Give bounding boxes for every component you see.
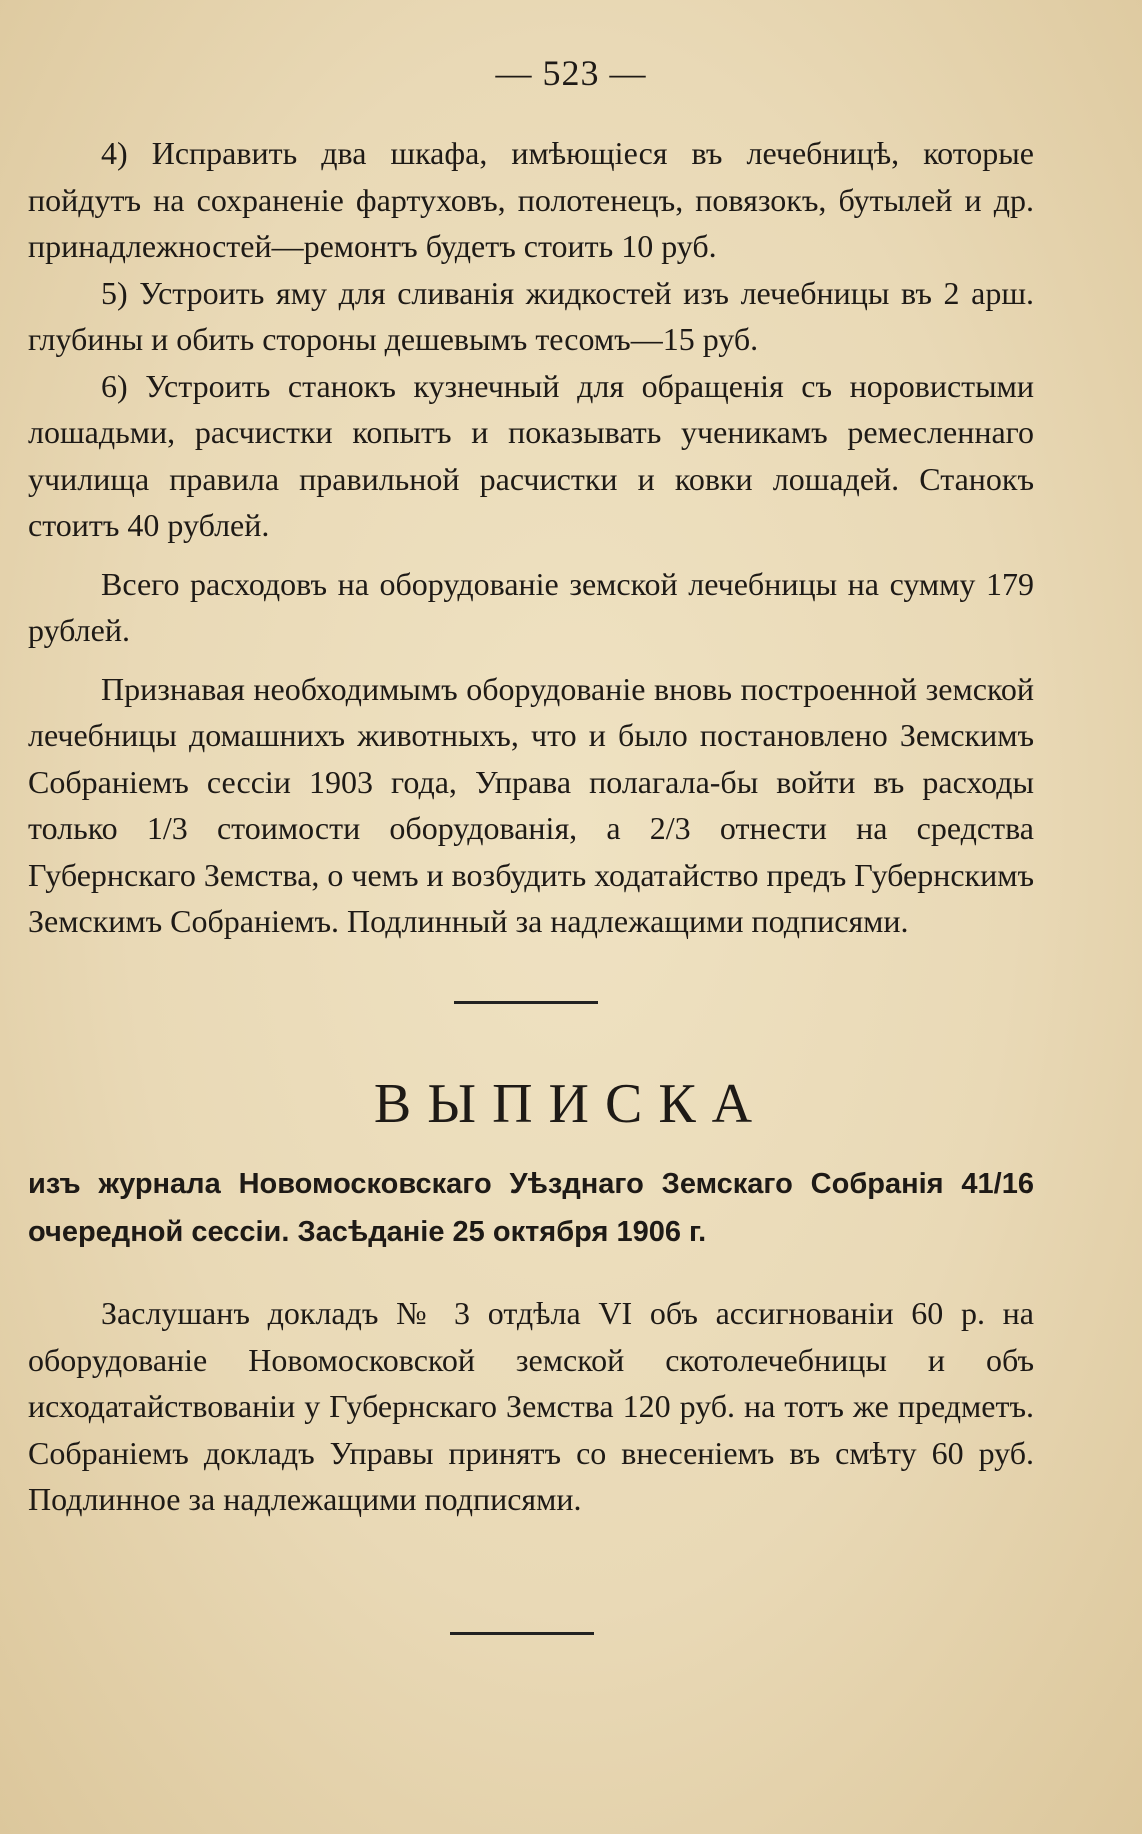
end-divider [450,1632,594,1635]
item-paragraph-5: 5) Устроить яму для сливанія жидкостей изъ лечебницы въ 2 арш. глубины и обить стороны дешевымъ тесомъ—15 руб. [28,274,1034,357]
total-paragraph: Всего расходовъ на оборудованіе земской лечебницы на сумму 179 рублей. [28,565,1034,648]
item-paragraph-6: 6) Устроить станокъ кузнечный для обращенія съ норовистыми лошадьми, расчистки копытъ и показывать ученикамъ ремесленнаго училища правила правильной расчистки и ковки лошадей. Станокъ стоитъ 40 рублей. [28,367,1034,543]
journal-subheading: изъ журнала Новомосковскаго Уѣзднаго Земскаго Собранія 41/16 очередной сессіи. Засѣданіе 25 октября 1906 г. [28,1168,1034,1248]
extract-body [28,1290,1034,1523]
section-divider [454,1001,598,1004]
report-items [28,130,1034,945]
extract-heading: ВЫПИСКА [373,1073,769,1135]
extract-paragraph: Заслушанъ докладъ № 3 отдѣла VI объ ассигнованіи 60 р. на оборудованіе Новомосковской земской скотолечебницы и объ исходатайствованіи у Губернскаго Земства 120 руб. на тотъ же предметъ. Собраніемъ докладъ Управы принятъ со внесеніемъ въ смѣту 60 руб. Подлинное за надлежащими подписями. [28,1295,1034,1517]
page-number: — 523 — [495,53,647,93]
item-paragraph-4: 4) Исправить два шкафа, имѣющіеся въ лечебницѣ, которые пойдутъ на сохраненіе фартуховъ, полотенецъ, повязокъ, бутылей и др. принадлежностей—ремонтъ будетъ стоить 10 руб. [28,135,1034,264]
resolution-paragraph: Признавая необходимымъ оборудованіе вновь построенной земской лечебницы домашнихъ животныхъ, что и было постановлено Земскимъ Собраніемъ сессіи 1903 года, Управа полагала-бы войти въ расходы только 1/3 стоимости оборудованія, а 2/3 отнести на средства Губернскаго Земства, о чемъ и возбудить ходатайство предъ Губернскимъ Земскимъ Собраніемъ. Подлинный за надлежащими подписями. [28,670,1034,939]
